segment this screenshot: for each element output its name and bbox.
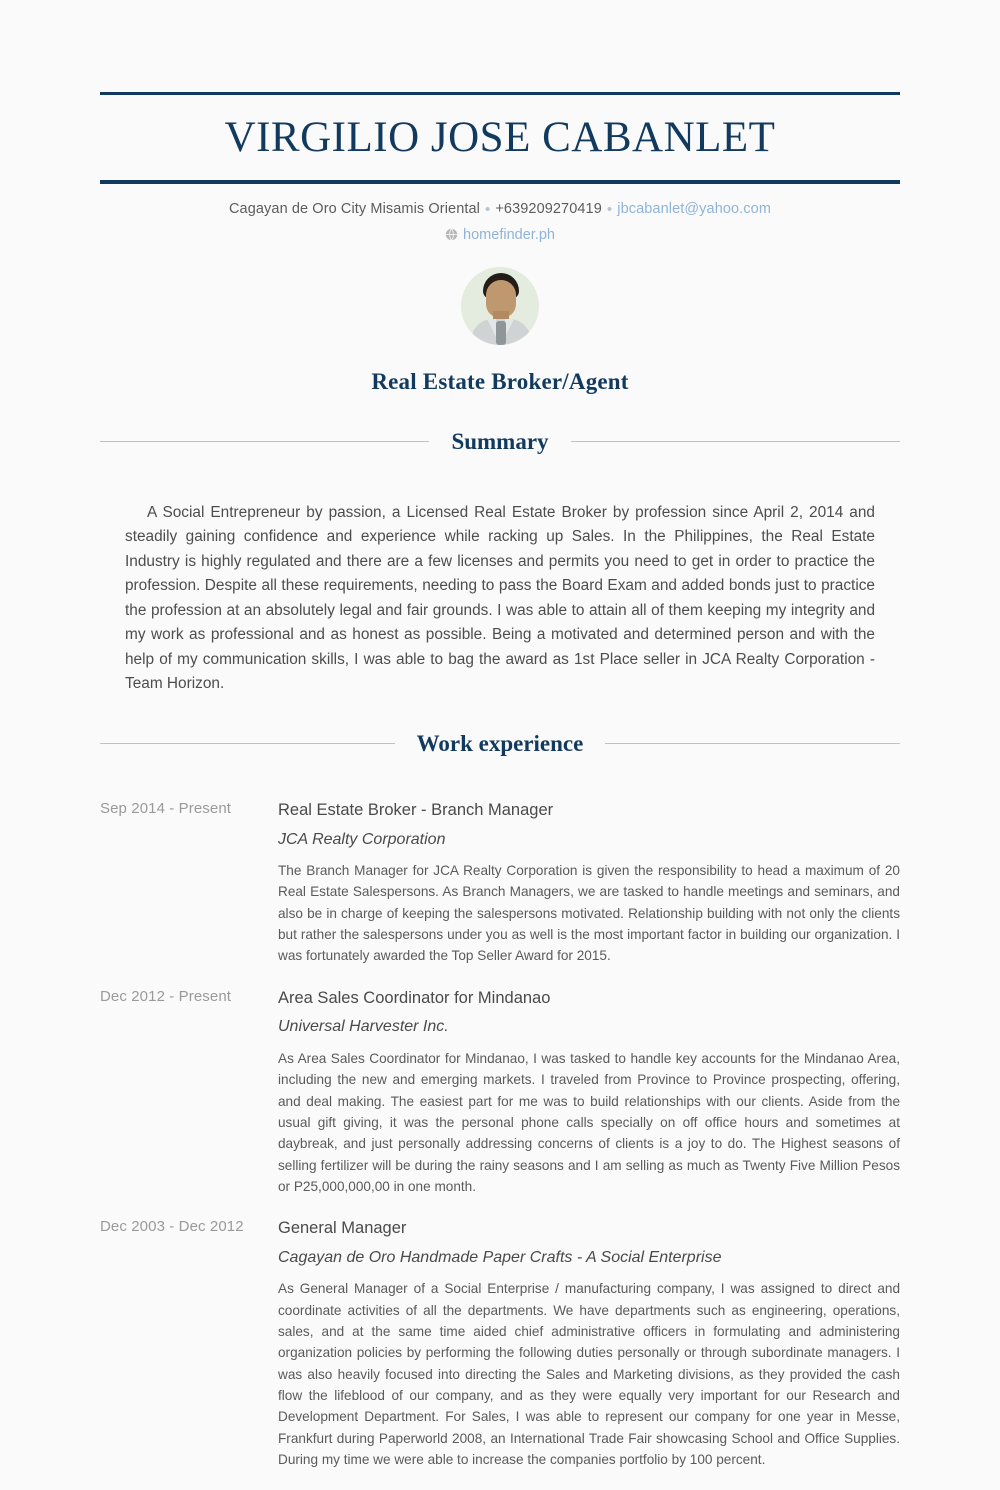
resume-header <box>100 0 900 395</box>
experience-company: JCA Realty Corporation <box>278 830 446 848</box>
summary-heading-label: Summary <box>451 428 549 454</box>
job-title: Real Estate Broker/Agent <box>371 368 629 394</box>
experience-description: The Branch Manager for JCA Realty Corporation is given the responsibility to head a maximum of 20 Real Estate Salespersons. As Branch Managers, we are tasked to handle meetings and seminars, and also be in charge of keeping the salespersons motivated. Relationship building with not only the clients but rather the salespersons under you as well is the most important factor in building our organization. I was fortunately awarded the Top Seller Award for 2015. <box>278 862 900 964</box>
work-experience-heading-label: Work experience <box>416 730 584 756</box>
experience-description: As Area Sales Coordinator for Mindanao, I was tasked to handle key accounts for the Mindanao Area, including the new and emerging markets. I traveled from Province to Province prospecting, offering, and deal making. The easiest part for me was to build relationships with our clients. Aside from the usual gift giving, it was the personal phone calls specially on off office hours and sometimes at daybreak, and just personally addressing concerns of clients is a joy to do. The Highest seasons of selling fertilizer will be during the rainy seasons and I am selling as much as Twenty Five Million Pesos or P25,000,000,00 in one month. <box>278 1050 900 1194</box>
avatar-collar-right <box>505 319 514 337</box>
work-experience-section-heading <box>100 697 900 757</box>
summary-text: A Social Entrepreneur by passion, a Licensed Real Estate Broker by profession since April 2, 2014 and steadily gaining confidence and experience while racking up Sales. In the Philippines, the Real Estate Industry is highly regulated and there are a few licenses and permits you need to get in order to practice the profession. Despite all these requirements, needing to pass the Board Exam and added bonds just to practice the profession at an absolutely legal and fair grounds. I was able to attain all of them keeping my integrity and my work as professional and as honest as possible. Being a motivated and determined person and with the help of my communication skills, I was able to bag the award as 1st Place seller in JCA Realty Corporation - Team Horizon. <box>125 503 875 693</box>
page-title: VIRGILIO JOSE CABANLET <box>224 114 776 161</box>
experience-role: Real Estate Broker - Branch Manager <box>278 800 554 819</box>
experience-role: Area Sales Coordinator for Mindanao <box>278 988 551 1007</box>
work-experience-list <box>100 757 900 1490</box>
experience-role: General Manager <box>278 1219 407 1238</box>
contact-phone[interactable]: +639209270419 <box>495 200 602 217</box>
contact-website[interactable]: homefinder.ph <box>463 226 555 243</box>
experience-dates: Dec 2003 - Dec 2012 <box>100 1218 244 1236</box>
avatar <box>461 267 539 345</box>
heading-rule-left <box>100 441 429 442</box>
experience-body <box>278 799 900 967</box>
experience-company: Universal Harvester Inc. <box>278 1018 449 1036</box>
summary-section-heading <box>100 395 900 455</box>
work-experience-item <box>100 987 900 1218</box>
website-line <box>100 217 900 245</box>
work-experience-item <box>100 799 900 987</box>
contact-line <box>100 184 900 217</box>
experience-dates: Sep 2014 - Present <box>100 799 232 817</box>
heading-rule-right <box>571 441 900 442</box>
experience-dates: Dec 2012 - Present <box>100 987 232 1005</box>
work-experience-item <box>100 1217 900 1490</box>
avatar-wrap <box>100 245 900 345</box>
contact-separator-1: • <box>484 200 491 218</box>
contact-separator-2: • <box>606 200 613 218</box>
experience-company: Cagayan de Oro Handmade Paper Crafts - A Social Enterprise <box>278 1249 722 1267</box>
globe-icon <box>445 228 458 245</box>
heading-rule-left <box>100 743 395 744</box>
experience-description: As General Manager of a Social Enterprise / manufacturing company, I was assigned to direct and coordinate activities of all the departments. We have departments such as engineering, operations, sales, and at the same time aided chief administrative officers in formulating and administering organization policies by performing the following duties personally or through subordinate managers. I was also heavily focused into directing the Sales and Marketing divisions, as they provided the cash flow the lifeblood of our company, and as they were equally very important for our Research and Development Department. For Sales, I was able to represent our company for one year in Messe, Frankfurt during Paperworld 2008, an International Trade Fair showcasing School and Office Supplies. During my time we were able to increase the companies portfolio by 100 percent. <box>278 1281 900 1468</box>
experience-body <box>278 987 900 1198</box>
contact-location: Cagayan de Oro City Misamis Oriental <box>228 200 480 217</box>
avatar-tie <box>496 321 506 345</box>
experience-body <box>278 1217 900 1470</box>
heading-rule-right <box>605 743 900 744</box>
contact-email[interactable]: jbcabanlet@yahoo.com <box>617 200 772 217</box>
avatar-collar-left <box>487 319 496 337</box>
